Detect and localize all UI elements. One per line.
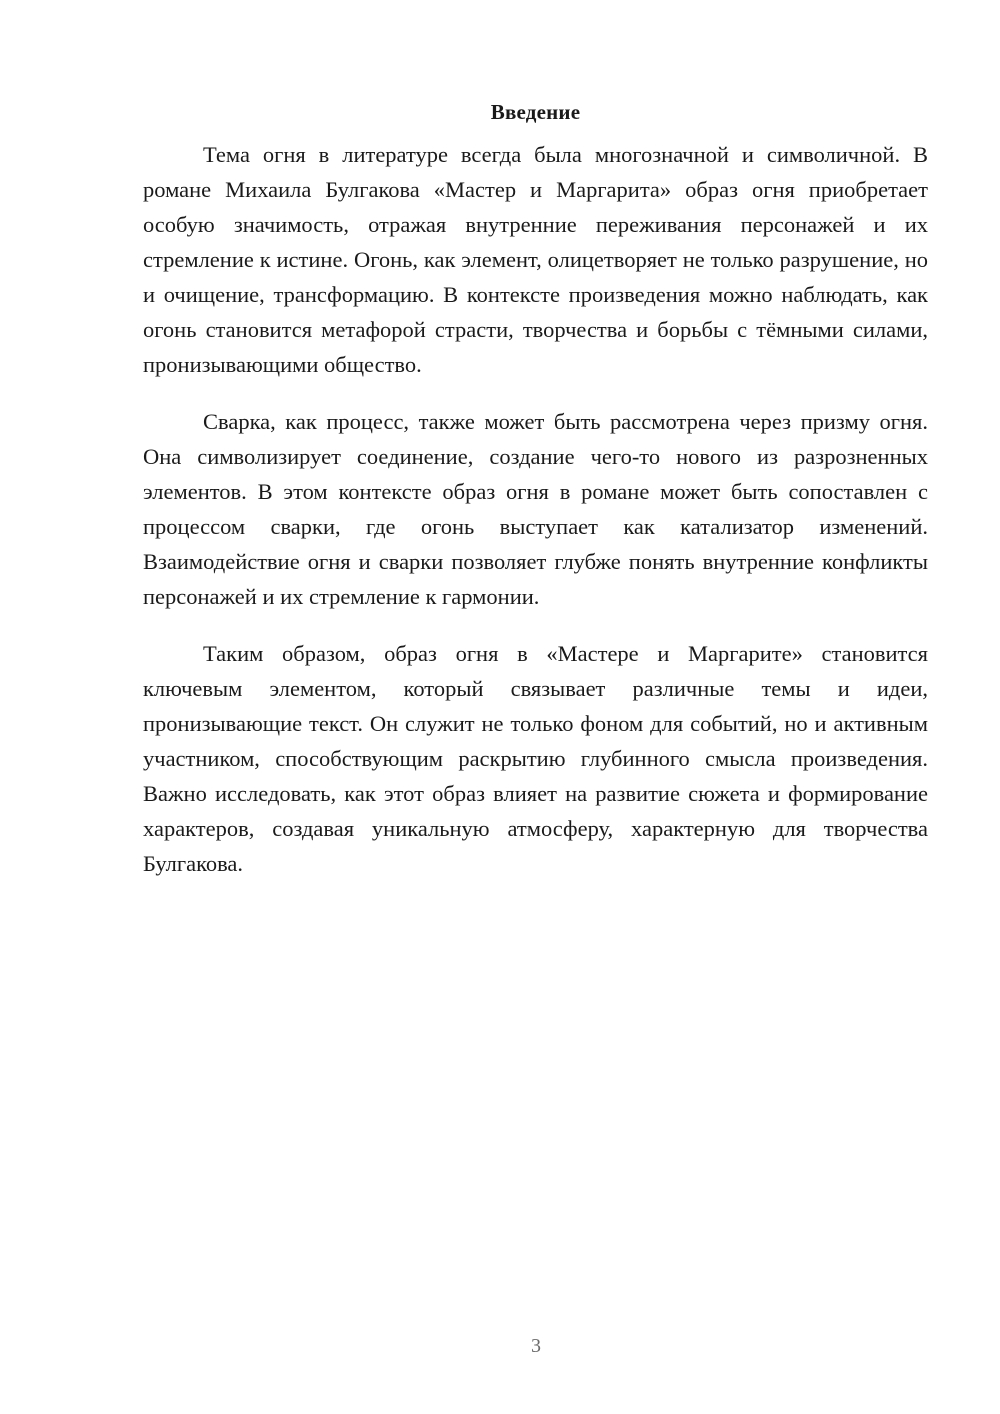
page-content [143,97,928,903]
page-number: 3 [531,1335,541,1357]
paragraph-3: Таким образом, образ огня в «Мастере и Маргарите» становится ключевым элементом, который связывает различные темы и идеи, пронизывающие текст. Он служит не только фоном для событий, но и активным участником, способствующим раскрытию глубинного смысла произведения. Важно исследовать, как этот образ влияет на развитие сюжета и формирование характеров, создавая уникальную атмосферу, характерную для творчества Булгакова. [143,641,928,876]
section-title: Введение [490,100,581,124]
paragraph-1: Тема огня в литературе всегда была многозначной и символичной. В романе Михаила Булгакова «Мастер и Маргарита» образ огня приобретает особую значимость, отражая внутренние переживания персонажей и их стремление к истине. Огонь, как элемент, олицетворяет не только разрушение, но и очищение, трансформацию. В контексте произведения можно наблюдать, как огонь становится метафорой страсти, творчества и борьбы с тёмными силами, пронизывающими общество. [143,142,928,377]
paragraph-2: Сварка, как процесс, также может быть рассмотрена через призму огня. Она символизирует соединение, создание чего-то нового из разрозненных элементов. В этом контексте образ огня в романе может быть сопоставлен с процессом сварки, где огонь выступает как катализатор изменений. Взаимодействие огня и сварки позволяет глубже понять внутренние конфликты персонажей и их стремление к гармонии. [143,409,928,609]
